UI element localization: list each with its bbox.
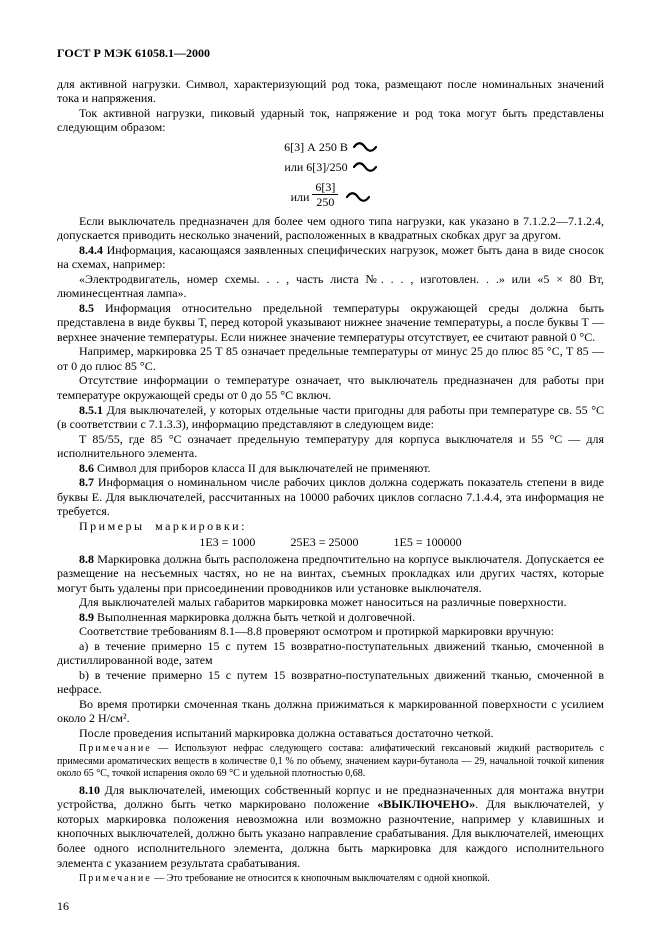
marking-example: 25Е3 = 25000 [290,535,359,550]
note-single-button [57,873,604,885]
formula-line-1 [57,140,604,156]
note-label: Примечание [79,743,152,755]
fraction-denominator: 250 [316,195,335,210]
formula-text: или 6[3]/250 [284,160,348,175]
sine-wave-icon [353,161,377,176]
clause-text: Для выключателей, имеющих собственный корпус и не предназначенных для монтажа внутри устройства, должно быть четко маркировано положение [57,782,605,812]
clause-text: Информация, касающаяся заявленных специфических нагрузок, может быть дана в виде сносок на схемах, например: [57,242,605,272]
clause-text: Информация относительно предельной температуры окружающей среды должна быть представлена в виде буквы Т, перед которой указывают нижнее значение температуры, а после буквы Т — верхнее значение температуры. Если нижнее значение температуры отсутствует, ее считают равной 0 °С. [57,300,604,344]
clause-text: Выполненная маркировка должна быть четкой и долговечной. [97,609,416,624]
paragraph-temp-example: Например, маркировка 25 Т 85 означает предельные температуры от минус 25 до плюс 85 °С, Т 85 — от 0 до плюс 85 °С. [57,344,604,373]
clause-number: 8.4.4 [79,242,103,257]
paragraph-active-load: Ток активной нагрузки, пиковый ударный ток, напряжение и род тока могут быть представлены следующим образом: [57,105,604,135]
clause-8-4-4 [57,243,604,272]
clause-number: 8.5 [79,300,94,315]
note-text: — Это требование не относится к кнопочным выключателям с одной кнопкой. [154,873,490,885]
formula-block [57,140,604,209]
formula-text: 6[3] А 250 В [284,139,348,154]
clause-8-6 [57,461,604,476]
clause-text: Маркировка должна быть расположена предпочтительно на корпусе выключателя. Допускается ее размещение на несъемных частях, но не на винтах, съемных прокладках или других частях, которые могут быть удалены при присоединении проводников или установке выключателя. [57,551,604,595]
clause-text: Для выключателей, у которых отдельные части пригодны для работы при температуре св. 55 °С (в соответствии с 7.1.3.3), информацию представляют в следующем виде: [57,402,605,432]
formula-line-2 [57,160,604,176]
paragraph-motor-example: «Электродвигатель, номер схемы. . . , часть листа №. . . , изготовлен. . .» или «5 × 80 Вт, люминесцентная лампа». [57,271,604,301]
paragraph-after-test: После проведения испытаний маркировка должна оставаться достаточно четкой. [79,725,494,740]
note-nefras [57,743,604,780]
examples-label-text: Примеры маркировки: [79,518,247,533]
clause-number: 8.6 [79,460,94,475]
page-number: 16 [57,899,69,914]
clause-number: 8.9 [79,609,94,624]
list-item-a: а) в течение примерно 15 с путем 15 возвратно-поступательных движений тканью, смоченной в дистиллированной воде, затем [57,638,604,668]
paragraph-small-switches: Для выключателей малых габаритов маркировка может наноситься на различные поверхности. [79,595,567,610]
clause-text: Символ для приборов класса II для выключателей не применяют. [97,460,431,475]
paragraph-t8555: Т 85/55, где 85 °С означает предельную температуру для корпуса выключателя и 55 °С — для исполнительного элемента. [57,431,604,461]
clause-number: 8.10 [79,782,100,797]
clause-number: 8.7 [79,475,94,490]
paragraph-wiping: Во время протирки смоченная ткань должна прижиматься к маркированной поверхности с усилием около 2 Н/см². [57,696,604,726]
marking-example: 1Е5 = 100000 [393,535,462,550]
marking-examples [57,535,604,550]
formula-text: или [290,189,310,204]
clause-text: . Для выключателей, у которых маркировка положения невозможна или возможно разночтение, например у клавишных и кнопочных выключателей, должно быть указано направление срабатывания. Для выключателей, имеющих более одного исполнительного элемента, должна быть маркировка для каждого исполнительного элемента с указанием результата срабатывания. [57,797,605,870]
clause-8-7 [57,475,604,519]
paragraph-conformity: Соответствие требованиям 8.1—8.8 проверяют осмотром и протиркой маркировки вручную: [79,624,554,639]
sine-wave-icon [353,141,377,156]
paragraph-multi-load: Если выключатель предназначен для более чем одного типа нагрузки, как указано в 7.1.2.2—7.1.2.4, допускается приводить несколько значений, расположенных в квадратных скобках друг за другом. [57,213,604,243]
clause-number: 8.8 [79,551,94,566]
clause-8-5 [57,301,604,345]
clause-8-10 [57,783,604,870]
list-item-b: b) в течение примерно 15 с путем 15 возвратно-поступательных движений тканью, смоченной в нефрасе. [57,667,604,697]
document-header: ГОСТ Р МЭК 61058.1—2000 [57,46,210,60]
fraction-numerator: 6[3] [312,181,338,196]
marking-example: 1Е3 = 1000 [199,535,256,550]
paragraph-continuation: для активной нагрузки. Символ, характеризующий род тока, размещают после номинальных значений тока и напряжения. [57,76,604,106]
clause-8-8 [57,552,604,596]
fraction [312,181,338,209]
clause-8-5-1 [57,403,604,432]
note-label: Примечание [79,873,152,885]
examples-label [57,519,604,534]
paragraph-no-temp-info: Отсутствие информации о температуре означает, что выключатель предназначен для работы при температуре окружающей среды от 0 до 55 °С включ. [57,373,604,402]
off-position-marking: «ВЫКЛЮЧЕНО» [377,797,476,812]
sine-wave-icon [346,191,370,206]
clause-8-9 [57,610,604,625]
clause-text: Информация о номинальном числе рабочих циклов должна содержать показатель степени в виде буквы Е. Для выключателей, рассчитанных на 10000 рабочих циклов согласно 7.1.4.4, эта информация не требуется. [57,475,605,519]
formula-line-3 [57,181,604,209]
note-text: — Используют нефрас следующего состава: алифатический гексановый жидкий растворитель с примесями ароматических веществ в количестве 0,1 % по объему, значением каури-бутанола — 29, начальной точкой кипения около 65 °С, точкой испарения около 69 °С и удельной плотностью 0,68. [57,743,605,779]
clause-number: 8.5.1 [79,402,103,417]
